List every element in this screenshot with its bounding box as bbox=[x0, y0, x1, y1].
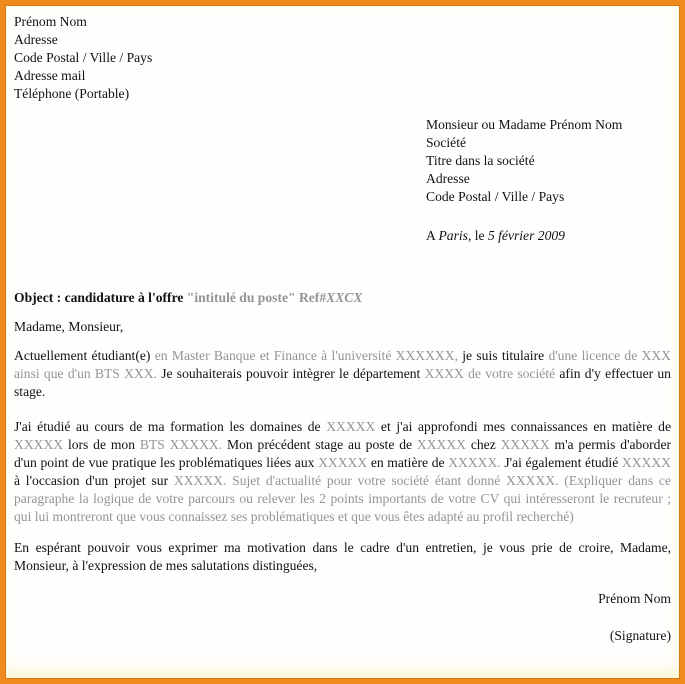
subject-line bbox=[14, 289, 671, 307]
text-run: XXXXX bbox=[318, 455, 371, 470]
text-run: J'ai étudié au cours de ma formation les domaines de bbox=[14, 419, 327, 434]
text-run: XXXXX. bbox=[448, 455, 505, 470]
text-run: XXXX de votre société bbox=[424, 366, 560, 381]
sender-phone: Téléphone (Portable) bbox=[14, 86, 130, 101]
salutation: Madame, Monsieur, bbox=[14, 319, 124, 334]
text-run: XXXXX bbox=[621, 455, 671, 470]
text-run: 5 février 2009 bbox=[487, 228, 565, 243]
recipient-company: Société bbox=[426, 135, 467, 150]
text-run: Sujet d'actualité pour votre société étant donné XXXXX. (Expliquer dans ce paragraphe la logique de votre parcours ou relever les 2 points importants de votre CV qui intéresseront le recruteur ; qui lui montreront que vous connaissez ses problématiques et que vous êtes adapté au profil recherché) bbox=[14, 473, 671, 524]
recipient-postal-city-country: Code Postal / Ville / Pays bbox=[426, 189, 565, 204]
text-run: XXXXX bbox=[14, 437, 68, 452]
text-run: en matière de bbox=[370, 455, 449, 470]
text-run: à l'occasion d'un projet sur bbox=[14, 473, 174, 488]
text-run: Je souhaiterais pouvoir intègrer le département bbox=[161, 366, 425, 381]
text-run: "intitulé du poste" Ref# bbox=[186, 290, 327, 305]
recipient-title: Titre dans la société bbox=[426, 153, 535, 168]
text-run: Mon précédent stage au poste de bbox=[227, 437, 417, 452]
text-run: , le bbox=[467, 228, 488, 243]
text-run: XXXXX. bbox=[173, 473, 233, 488]
text-run: BTS XXXXX. bbox=[139, 437, 227, 452]
recipient-address: Adresse bbox=[426, 171, 470, 186]
text-run: Object : candidature à l'offre bbox=[14, 290, 187, 305]
text-run: en Master Banque et Finance à l'université XXXXXX, bbox=[154, 348, 463, 363]
sender-postal-city-country: Code Postal / Ville / Pays bbox=[14, 50, 153, 65]
text-run: J'ai également étudié bbox=[504, 455, 622, 470]
recipient-name: Monsieur ou Madame Prénom Nom bbox=[426, 117, 623, 132]
text-run: A bbox=[426, 228, 439, 243]
text-run: XXXXX bbox=[326, 419, 381, 434]
text-run: afin d'y effectuer un stage. bbox=[14, 366, 671, 399]
closing-paragraph: En espérant pouvoir vous exprimer ma motivation dans le cadre d'un entretien, je vous prie de croire, Madame, Monsieur, à l'expression de mes salutations distinguées, bbox=[14, 540, 671, 573]
text-run: lors de mon bbox=[67, 437, 140, 452]
text-run: XXXXX bbox=[416, 437, 471, 452]
text-run: m'a permis d'aborder d'un point de vue pratique les problématiques liées aux bbox=[14, 437, 672, 470]
recipient-address-block bbox=[426, 116, 671, 206]
signature-placeholder: (Signature) bbox=[609, 628, 671, 643]
text-run: Actuellement étudiant(e) bbox=[14, 348, 155, 363]
sender-email: Adresse mail bbox=[14, 68, 86, 83]
sender-address-block bbox=[14, 13, 671, 103]
body-paragraph-1 bbox=[14, 347, 671, 401]
signature-name: Prénom Nom bbox=[598, 591, 671, 606]
text-run: et j'ai approfondi mes connaissances en matière de bbox=[380, 419, 671, 434]
date-line bbox=[426, 227, 671, 245]
text-run: je suis titulaire bbox=[462, 348, 549, 363]
text-run: chez bbox=[470, 437, 501, 452]
body-paragraph-2 bbox=[14, 418, 671, 526]
sender-name: Prénom Nom bbox=[14, 14, 87, 29]
text-run: XXCX bbox=[326, 290, 363, 305]
text-run: XXXXX bbox=[500, 437, 555, 452]
text-run: Paris bbox=[438, 228, 468, 243]
sender-address: Adresse bbox=[14, 32, 58, 47]
text-run: d'une licence de XXX ainsi que d'un BTS XXX. bbox=[14, 348, 671, 381]
